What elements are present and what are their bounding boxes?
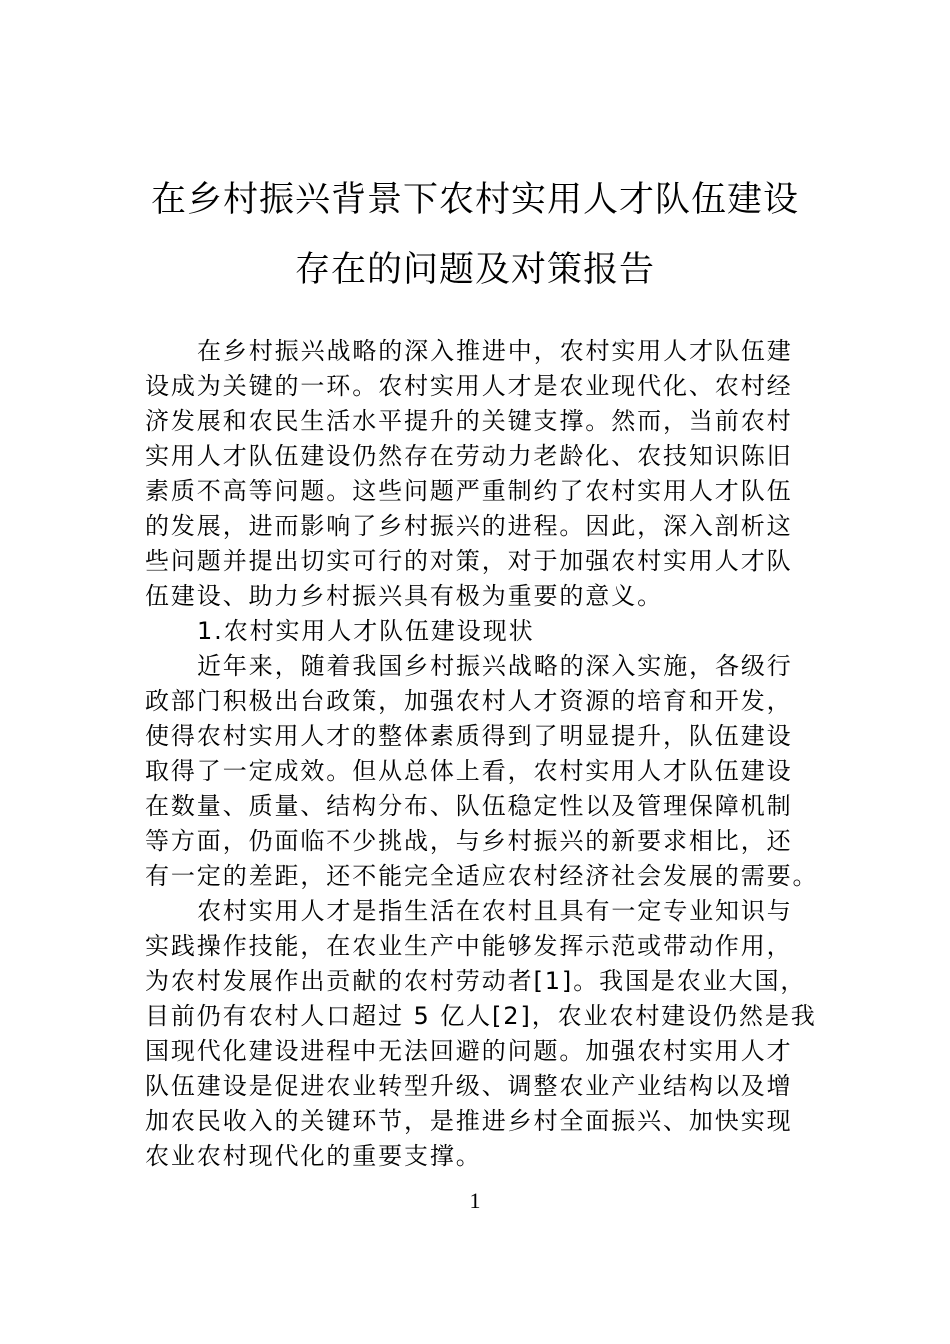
text-line: 设成为关键的一环。农村实用人才是农业现代化、农村经 <box>145 372 793 400</box>
text-line: 加农民收入的关键环节，是推进乡村全面振兴、加快实现 <box>145 1107 793 1135</box>
text-line: 的发展，进而影响了乡村振兴的进程。因此，深入剖析这 <box>145 512 793 540</box>
status-paragraph <box>145 649 825 894</box>
definition-paragraph <box>145 894 825 1174</box>
text-line: 实用人才队伍建设仍然存在劳动力老龄化、农技知识陈旧 <box>145 442 793 470</box>
text-line: 在乡村振兴战略的深入推进中，农村实用人才队伍建 <box>197 337 793 365</box>
text-line: 济发展和农民生活水平提升的关键支撑。然而，当前农村 <box>145 407 793 435</box>
text-line: 政部门积极出台政策，加强农村人才资源的培育和开发， <box>145 687 793 715</box>
page-number: 1 <box>469 1188 481 1213</box>
text-line: 有一定的差距，还不能完全适应农村经济社会发展的需要。 <box>145 862 819 890</box>
document-body <box>145 334 825 1174</box>
document-title-line-2: 存在的问题及对策报告 <box>294 250 655 290</box>
text-line: 1.农村实用人才队伍建设现状 <box>197 617 535 645</box>
text-line: 等方面，仍面临不少挑战，与乡村振兴的新要求相比，还 <box>145 827 793 855</box>
text-line: 队伍建设是促进农业转型升级、调整农业产业结构以及增 <box>145 1072 793 1100</box>
text-line: 使得农村实用人才的整体素质得到了明显提升，队伍建设 <box>145 722 793 750</box>
section-heading <box>145 614 825 649</box>
text-line: 为农村发展作出贡献的农村劳动者[1]。我国是农业大国， <box>145 967 807 995</box>
text-line: 目前仍有农村人口超过 5 亿人[2]，农业农村建设仍然是我 <box>145 1002 817 1030</box>
text-line: 国现代化建设进程中无法回避的问题。加强农村实用人才 <box>145 1037 793 1065</box>
intro-paragraph <box>145 334 825 614</box>
text-line: 近年来，随着我国乡村振兴战略的深入实施，各级行 <box>197 652 793 680</box>
text-line: 农业农村现代化的重要支撑。 <box>145 1142 482 1170</box>
text-line: 素质不高等问题。这些问题严重制约了农村实用人才队伍 <box>145 477 793 505</box>
text-line: 实践操作技能，在农业生产中能够发挥示范或带动作用， <box>145 932 793 960</box>
text-line: 些问题并提出切实可行的对策，对于加强农村实用人才队 <box>145 547 793 575</box>
text-line: 伍建设、助力乡村振兴具有极为重要的意义。 <box>145 582 663 610</box>
text-line: 农村实用人才是指生活在农村且具有一定专业知识与 <box>197 897 793 925</box>
text-line: 取得了一定成效。但从总体上看，农村实用人才队伍建设 <box>145 757 793 785</box>
document-title-line-1: 在乡村振兴背景下农村实用人才队伍建设 <box>150 180 799 220</box>
text-line: 在数量、质量、结构分布、队伍稳定性以及管理保障机制 <box>145 792 793 820</box>
